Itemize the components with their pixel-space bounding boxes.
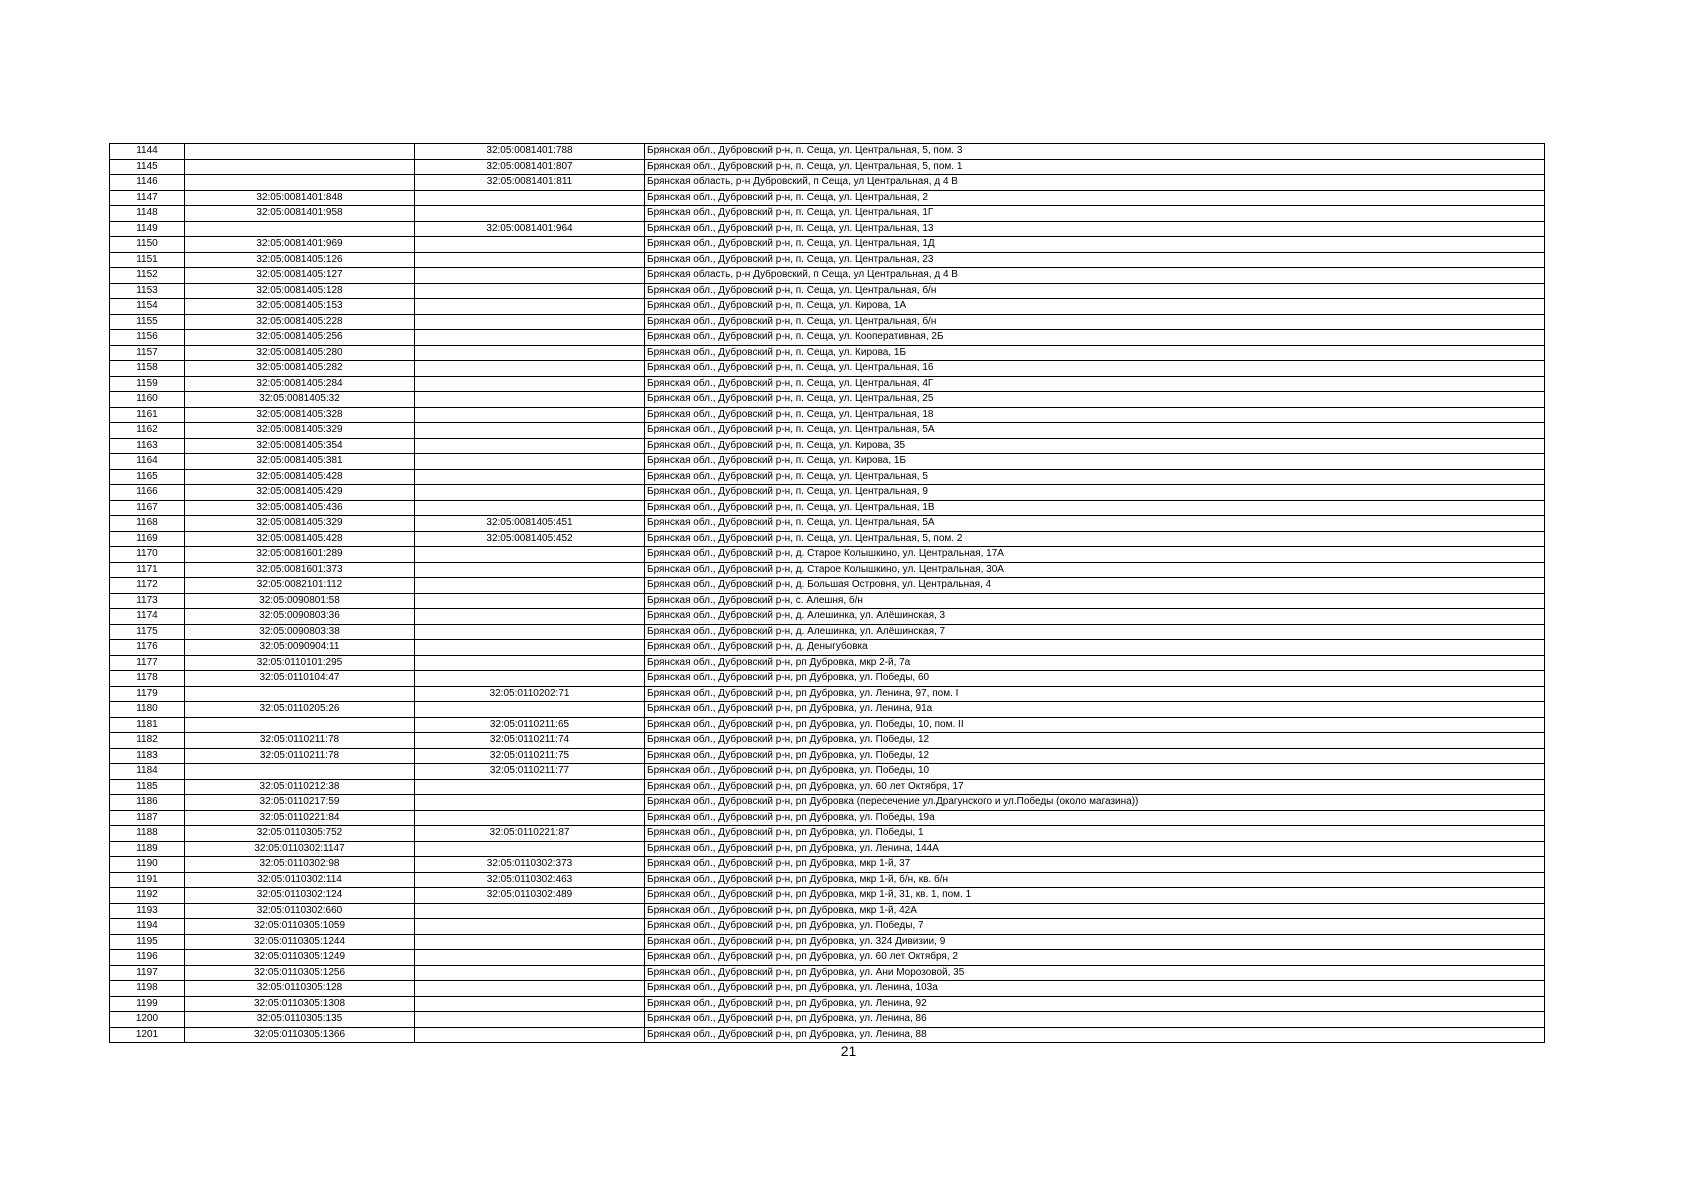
table-row: [110, 903, 1545, 919]
address-cell: Брянская обл., Дубровский р-н, п. Сеща, ул. Центральная, 1В: [645, 500, 1545, 516]
row-number-cell: 1179: [110, 686, 185, 702]
cadastral-number-cell: 32:05:0081405:428: [185, 469, 415, 485]
related-cadastral-number-cell: [415, 609, 645, 625]
row-number-cell: 1184: [110, 764, 185, 780]
row-number-cell: 1199: [110, 996, 185, 1012]
cadastral-number-cell: 32:05:0110101:295: [185, 655, 415, 671]
table-row: [110, 345, 1545, 361]
table-row: [110, 779, 1545, 795]
cadastral-number-cell: 32:05:0081401:969: [185, 237, 415, 253]
cadastral-number-cell: [185, 175, 415, 191]
table-row: [110, 965, 1545, 981]
row-number-cell: 1175: [110, 624, 185, 640]
row-number-cell: 1149: [110, 221, 185, 237]
cadastral-number-cell: 32:05:0082101:112: [185, 578, 415, 594]
related-cadastral-number-cell: 32:05:0110211:65: [415, 717, 645, 733]
address-cell: Брянская обл., Дубровский р-н, рп Дубровка, ул. Победы, 10, пом. II: [645, 717, 1545, 733]
row-number-cell: 1148: [110, 206, 185, 222]
property-table: [109, 143, 1545, 1043]
related-cadastral-number-cell: 32:05:0110211:77: [415, 764, 645, 780]
row-number-cell: 1183: [110, 748, 185, 764]
row-number-cell: 1154: [110, 299, 185, 315]
address-cell: Брянская обл., Дубровский р-н, п. Сеща, ул. Кирова, 1Б: [645, 345, 1545, 361]
cadastral-number-cell: 32:05:0090801:58: [185, 593, 415, 609]
related-cadastral-number-cell: [415, 268, 645, 284]
cadastral-number-cell: 32:05:0110302:98: [185, 857, 415, 873]
row-number-cell: 1160: [110, 392, 185, 408]
table-row: [110, 454, 1545, 470]
row-number-cell: 1146: [110, 175, 185, 191]
related-cadastral-number-cell: [415, 981, 645, 997]
row-number-cell: 1162: [110, 423, 185, 439]
row-number-cell: 1187: [110, 810, 185, 826]
related-cadastral-number-cell: 32:05:0110302:463: [415, 872, 645, 888]
table-row: [110, 268, 1545, 284]
address-cell: Брянская обл., Дубровский р-н, с. Алешня, б/н: [645, 593, 1545, 609]
row-number-cell: 1189: [110, 841, 185, 857]
row-number-cell: 1161: [110, 407, 185, 423]
row-number-cell: 1159: [110, 376, 185, 392]
cadastral-number-cell: 32:05:0090803:36: [185, 609, 415, 625]
row-number-cell: 1194: [110, 919, 185, 935]
table-row: [110, 423, 1545, 439]
related-cadastral-number-cell: [415, 1012, 645, 1028]
table-row: [110, 888, 1545, 904]
table-row: [110, 547, 1545, 563]
related-cadastral-number-cell: [415, 903, 645, 919]
table-row: [110, 500, 1545, 516]
row-number-cell: 1165: [110, 469, 185, 485]
cadastral-number-cell: [185, 717, 415, 733]
address-cell: Брянская обл., Дубровский р-н, п. Сеща, ул. Кирова, 35: [645, 438, 1545, 454]
related-cadastral-number-cell: 32:05:0081405:451: [415, 516, 645, 532]
address-cell: Брянская обл., Дубровский р-н, п. Сеща, ул. Центральная, 13: [645, 221, 1545, 237]
address-cell: Брянская обл., Дубровский р-н, п. Сеща, ул. Центральная, 1Д: [645, 237, 1545, 253]
row-number-cell: 1171: [110, 562, 185, 578]
cadastral-number-cell: 32:05:0110305:1249: [185, 950, 415, 966]
address-cell: Брянская обл., Дубровский р-н, рп Дубровка, ул. Ленина, 91а: [645, 702, 1545, 718]
related-cadastral-number-cell: [415, 376, 645, 392]
table-row: [110, 624, 1545, 640]
related-cadastral-number-cell: [415, 283, 645, 299]
address-cell: Брянская обл., Дубровский р-н, д. Алешинка, ул. Алёшинская, 7: [645, 624, 1545, 640]
table-row: [110, 190, 1545, 206]
table-row: [110, 981, 1545, 997]
related-cadastral-number-cell: 32:05:0110302:489: [415, 888, 645, 904]
address-cell: Брянская обл., Дубровский р-н, рп Дубровка, ул. Ленина, 88: [645, 1027, 1545, 1043]
row-number-cell: 1166: [110, 485, 185, 501]
cadastral-number-cell: 32:05:0110212:38: [185, 779, 415, 795]
related-cadastral-number-cell: 32:05:0110211:75: [415, 748, 645, 764]
address-cell: Брянская обл., Дубровский р-н, рп Дубровка, ул. Победы, 7: [645, 919, 1545, 935]
address-cell: Брянская обл., Дубровский р-н, рп Дубровка, ул. Ленина, 103а: [645, 981, 1545, 997]
address-cell: Брянская обл., Дубровский р-н, рп Дубровка, ул. Ани Морозовой, 35: [645, 965, 1545, 981]
cadastral-number-cell: 32:05:0081405:329: [185, 516, 415, 532]
related-cadastral-number-cell: [415, 593, 645, 609]
cadastral-number-cell: 32:05:0110305:128: [185, 981, 415, 997]
address-cell: Брянская обл., Дубровский р-н, п. Сеща, ул. Центральная, 18: [645, 407, 1545, 423]
cadastral-number-cell: 32:05:0110305:1256: [185, 965, 415, 981]
table-row: [110, 655, 1545, 671]
page-number: 21: [840, 1043, 857, 1059]
related-cadastral-number-cell: [415, 950, 645, 966]
address-cell: Брянская обл., Дубровский р-н, п. Сеща, ул. Кирова, 1Б: [645, 454, 1545, 470]
table-row: [110, 376, 1545, 392]
related-cadastral-number-cell: [415, 919, 645, 935]
table-row: [110, 934, 1545, 950]
row-number-cell: 1196: [110, 950, 185, 966]
related-cadastral-number-cell: [415, 562, 645, 578]
row-number-cell: 1193: [110, 903, 185, 919]
related-cadastral-number-cell: [415, 671, 645, 687]
table-row: [110, 686, 1545, 702]
row-number-cell: 1158: [110, 361, 185, 377]
row-number-cell: 1151: [110, 252, 185, 268]
row-number-cell: 1177: [110, 655, 185, 671]
related-cadastral-number-cell: 32:05:0110211:74: [415, 733, 645, 749]
address-cell: Брянская обл., Дубровский р-н, п. Сеща, ул. Центральная, 5А: [645, 516, 1545, 532]
address-cell: Брянская обл., Дубровский р-н, рп Дубровка, ул. Ленина, 92: [645, 996, 1545, 1012]
address-cell: Брянская обл., Дубровский р-н, п. Сеща, ул. Центральная, б/н: [645, 314, 1545, 330]
table-row: [110, 407, 1545, 423]
related-cadastral-number-cell: [415, 965, 645, 981]
row-number-cell: 1144: [110, 144, 185, 160]
table-row: [110, 950, 1545, 966]
cadastral-number-cell: 32:05:0110211:78: [185, 733, 415, 749]
cadastral-number-cell: 32:05:0110217:59: [185, 795, 415, 811]
address-cell: Брянская обл., Дубровский р-н, рп Дубровка (пересечение ул.Драгунского и ул.Победы (около магазина)): [645, 795, 1545, 811]
table-row: [110, 748, 1545, 764]
cadastral-number-cell: 32:05:0081601:373: [185, 562, 415, 578]
address-cell: Брянская обл., Дубровский р-н, рп Дубровка, ул. 60 лет Октября, 2: [645, 950, 1545, 966]
table-row: [110, 314, 1545, 330]
table-row: [110, 795, 1545, 811]
address-cell: Брянская обл., Дубровский р-н, п. Сеща, ул. Центральная, 25: [645, 392, 1545, 408]
row-number-cell: 1156: [110, 330, 185, 346]
cadastral-number-cell: 32:05:0110305:1366: [185, 1027, 415, 1043]
table-row: [110, 1012, 1545, 1028]
related-cadastral-number-cell: [415, 314, 645, 330]
cadastral-number-cell: 32:05:0110211:78: [185, 748, 415, 764]
cadastral-number-cell: 32:05:0081405:282: [185, 361, 415, 377]
row-number-cell: 1170: [110, 547, 185, 563]
address-cell: Брянская обл., Дубровский р-н, рп Дубровка, мкр 2-й, 7а: [645, 655, 1545, 671]
cadastral-number-cell: 32:05:0081405:284: [185, 376, 415, 392]
related-cadastral-number-cell: [415, 500, 645, 516]
address-cell: Брянская обл., Дубровский р-н, рп Дубровка, ул. 324 Дивизии, 9: [645, 934, 1545, 950]
row-number-cell: 1174: [110, 609, 185, 625]
address-cell: Брянская обл., Дубровский р-н, рп Дубровка, ул. Победы, 12: [645, 748, 1545, 764]
cadastral-number-cell: 32:05:0081401:848: [185, 190, 415, 206]
row-number-cell: 1157: [110, 345, 185, 361]
related-cadastral-number-cell: [415, 392, 645, 408]
related-cadastral-number-cell: [415, 624, 645, 640]
cadastral-number-cell: 32:05:0081405:127: [185, 268, 415, 284]
related-cadastral-number-cell: [415, 485, 645, 501]
cadastral-number-cell: 32:05:0081405:153: [185, 299, 415, 315]
address-cell: Брянская обл., Дубровский р-н, п. Сеща, ул. Центральная, 23: [645, 252, 1545, 268]
related-cadastral-number-cell: [415, 190, 645, 206]
cadastral-number-cell: 32:05:0081405:354: [185, 438, 415, 454]
cadastral-number-cell: 32:05:0110104:47: [185, 671, 415, 687]
address-cell: Брянская обл., Дубровский р-н, рп Дубровка, ул. Победы, 12: [645, 733, 1545, 749]
address-cell: Брянская обл., Дубровский р-н, рп Дубровка, ул. Победы, 60: [645, 671, 1545, 687]
row-number-cell: 1197: [110, 965, 185, 981]
row-number-cell: 1153: [110, 283, 185, 299]
address-cell: Брянская обл., Дубровский р-н, рп Дубровка, ул. Победы, 19а: [645, 810, 1545, 826]
cadastral-number-cell: 32:05:0081405:381: [185, 454, 415, 470]
address-cell: Брянская обл., Дубровский р-н, рп Дубровка, ул. Ленина, 144А: [645, 841, 1545, 857]
related-cadastral-number-cell: 32:05:0081401:788: [415, 144, 645, 160]
table-row: [110, 733, 1545, 749]
cadastral-number-cell: 32:05:0110302:124: [185, 888, 415, 904]
cadastral-number-cell: [185, 144, 415, 160]
table-row: [110, 919, 1545, 935]
related-cadastral-number-cell: 32:05:0081401:807: [415, 159, 645, 175]
row-number-cell: 1198: [110, 981, 185, 997]
row-number-cell: 1195: [110, 934, 185, 950]
table-row: [110, 469, 1545, 485]
related-cadastral-number-cell: 32:05:0110302:373: [415, 857, 645, 873]
cadastral-number-cell: 32:05:0110221:84: [185, 810, 415, 826]
table-row: [110, 593, 1545, 609]
cadastral-number-cell: [185, 686, 415, 702]
table-row: [110, 1027, 1545, 1043]
table-row: [110, 996, 1545, 1012]
address-cell: Брянская обл., Дубровский р-н, рп Дубровка, мкр 1-й, 31, кв. 1, пом. 1: [645, 888, 1545, 904]
table-row: [110, 485, 1545, 501]
cadastral-number-cell: 32:05:0081405:429: [185, 485, 415, 501]
table-row: [110, 516, 1545, 532]
table-row: [110, 810, 1545, 826]
table-row: [110, 841, 1545, 857]
related-cadastral-number-cell: [415, 345, 645, 361]
related-cadastral-number-cell: 32:05:0110221:87: [415, 826, 645, 842]
row-number-cell: 1200: [110, 1012, 185, 1028]
cadastral-number-cell: 32:05:0081601:289: [185, 547, 415, 563]
address-cell: Брянская обл., Дубровский р-н, рп Дубровка, мкр 1-й, 37: [645, 857, 1545, 873]
table-row: [110, 361, 1545, 377]
cadastral-number-cell: 32:05:0081405:329: [185, 423, 415, 439]
address-cell: Брянская обл., Дубровский р-н, рп Дубровка, ул. Победы, 1: [645, 826, 1545, 842]
related-cadastral-number-cell: [415, 702, 645, 718]
related-cadastral-number-cell: [415, 423, 645, 439]
related-cadastral-number-cell: [415, 252, 645, 268]
related-cadastral-number-cell: [415, 469, 645, 485]
related-cadastral-number-cell: 32:05:0110202:71: [415, 686, 645, 702]
address-cell: Брянская обл., Дубровский р-н, п. Сеща, ул. Кирова, 1А: [645, 299, 1545, 315]
address-cell: Брянская обл., Дубровский р-н, п. Сеща, ул. Центральная, 16: [645, 361, 1545, 377]
address-cell: Брянская обл., Дубровский р-н, рп Дубровка, ул. 60 лет Октября, 17: [645, 779, 1545, 795]
row-number-cell: 1176: [110, 640, 185, 656]
table-row: [110, 144, 1545, 160]
table-row: [110, 283, 1545, 299]
cadastral-number-cell: 32:05:0110305:752: [185, 826, 415, 842]
related-cadastral-number-cell: [415, 361, 645, 377]
table-row: [110, 531, 1545, 547]
address-cell: Брянская обл., Дубровский р-н, д. Деныгубовка: [645, 640, 1545, 656]
address-cell: Брянская обл., Дубровский р-н, п. Сеща, ул. Центральная, 5, пом. 2: [645, 531, 1545, 547]
row-number-cell: 1168: [110, 516, 185, 532]
address-cell: Брянская обл., Дубровский р-н, п. Сеща, ул. Центральная, 5, пом. 1: [645, 159, 1545, 175]
address-cell: Брянская обл., Дубровский р-н, рп Дубровка, ул. Ленина, 86: [645, 1012, 1545, 1028]
row-number-cell: 1155: [110, 314, 185, 330]
table-row: [110, 562, 1545, 578]
related-cadastral-number-cell: [415, 330, 645, 346]
address-cell: Брянская обл., Дубровский р-н, п. Сеща, ул. Кооперативная, 2Б: [645, 330, 1545, 346]
related-cadastral-number-cell: [415, 438, 645, 454]
table-row: [110, 578, 1545, 594]
row-number-cell: 1190: [110, 857, 185, 873]
related-cadastral-number-cell: [415, 779, 645, 795]
row-number-cell: 1182: [110, 733, 185, 749]
table-row: [110, 764, 1545, 780]
row-number-cell: 1185: [110, 779, 185, 795]
address-cell: Брянская область, р-н Дубровский, п Сеща, ул Центральная, д 4 В: [645, 268, 1545, 284]
row-number-cell: 1172: [110, 578, 185, 594]
cadastral-number-cell: 32:05:0081405:256: [185, 330, 415, 346]
address-cell: Брянская обл., Дубровский р-н, п. Сеща, ул. Центральная, 5, пом. 3: [645, 144, 1545, 160]
address-cell: Брянская обл., Дубровский р-н, п. Сеща, ул. Центральная, 5А: [645, 423, 1545, 439]
table-row: [110, 221, 1545, 237]
row-number-cell: 1201: [110, 1027, 185, 1043]
address-cell: Брянская обл., Дубровский р-н, п. Сеща, ул. Центральная, 2: [645, 190, 1545, 206]
row-number-cell: 1178: [110, 671, 185, 687]
address-cell: Брянская обл., Дубровский р-н, д. Старое Колышкино, ул. Центральная, 17А: [645, 547, 1545, 563]
address-cell: Брянская обл., Дубровский р-н, п. Сеща, ул. Центральная, 5: [645, 469, 1545, 485]
row-number-cell: 1181: [110, 717, 185, 733]
cadastral-number-cell: 32:05:0081405:428: [185, 531, 415, 547]
cadastral-number-cell: [185, 159, 415, 175]
address-cell: Брянская обл., Дубровский р-н, рп Дубровка, мкр 1-й, б/н, кв. б/н: [645, 872, 1545, 888]
table-row: [110, 330, 1545, 346]
table-row: [110, 392, 1545, 408]
related-cadastral-number-cell: [415, 454, 645, 470]
related-cadastral-number-cell: [415, 996, 645, 1012]
cadastral-number-cell: 32:05:0110205:26: [185, 702, 415, 718]
row-number-cell: 1188: [110, 826, 185, 842]
related-cadastral-number-cell: [415, 640, 645, 656]
related-cadastral-number-cell: 32:05:0081401:811: [415, 175, 645, 191]
table-row: [110, 671, 1545, 687]
related-cadastral-number-cell: [415, 934, 645, 950]
table-row: [110, 872, 1545, 888]
related-cadastral-number-cell: [415, 547, 645, 563]
related-cadastral-number-cell: [415, 299, 645, 315]
cadastral-number-cell: [185, 221, 415, 237]
related-cadastral-number-cell: [415, 810, 645, 826]
cadastral-number-cell: 32:05:0081405:228: [185, 314, 415, 330]
address-cell: Брянская обл., Дубровский р-н, д. Старое Колышкино, ул. Центральная, 30А: [645, 562, 1545, 578]
table-row: [110, 826, 1545, 842]
cadastral-number-cell: 32:05:0081405:32: [185, 392, 415, 408]
related-cadastral-number-cell: [415, 795, 645, 811]
cadastral-number-cell: [185, 764, 415, 780]
cadastral-number-cell: 32:05:0090803:38: [185, 624, 415, 640]
address-cell: Брянская область, р-н Дубровский, п Сеща, ул Центральная, д 4 В: [645, 175, 1545, 191]
related-cadastral-number-cell: [415, 655, 645, 671]
row-number-cell: 1186: [110, 795, 185, 811]
related-cadastral-number-cell: [415, 841, 645, 857]
address-cell: Брянская обл., Дубровский р-н, п. Сеща, ул. Центральная, 9: [645, 485, 1545, 501]
row-number-cell: 1167: [110, 500, 185, 516]
cadastral-number-cell: 32:05:0081405:128: [185, 283, 415, 299]
table-row: [110, 175, 1545, 191]
related-cadastral-number-cell: [415, 1027, 645, 1043]
table-row: [110, 702, 1545, 718]
cadastral-number-cell: 32:05:0110305:1059: [185, 919, 415, 935]
cadastral-number-cell: 32:05:0110302:1147: [185, 841, 415, 857]
related-cadastral-number-cell: 32:05:0081401:964: [415, 221, 645, 237]
row-number-cell: 1150: [110, 237, 185, 253]
table-row: [110, 159, 1545, 175]
address-cell: Брянская обл., Дубровский р-н, д. Большая Островня, ул. Центральная, 4: [645, 578, 1545, 594]
row-number-cell: 1163: [110, 438, 185, 454]
row-number-cell: 1152: [110, 268, 185, 284]
cadastral-number-cell: 32:05:0110305:1244: [185, 934, 415, 950]
row-number-cell: 1192: [110, 888, 185, 904]
address-cell: Брянская обл., Дубровский р-н, п. Сеща, ул. Центральная, б/н: [645, 283, 1545, 299]
related-cadastral-number-cell: 32:05:0081405:452: [415, 531, 645, 547]
cadastral-number-cell: 32:05:0081401:958: [185, 206, 415, 222]
table-row: [110, 857, 1545, 873]
row-number-cell: 1180: [110, 702, 185, 718]
table-row: [110, 717, 1545, 733]
address-cell: Брянская обл., Дубровский р-н, д. Алешинка, ул. Алёшинская, 3: [645, 609, 1545, 625]
related-cadastral-number-cell: [415, 578, 645, 594]
row-number-cell: 1147: [110, 190, 185, 206]
table-row: [110, 299, 1545, 315]
address-cell: Брянская обл., Дубровский р-н, рп Дубровка, ул. Ленина, 97, пом. I: [645, 686, 1545, 702]
cadastral-number-cell: 32:05:0081405:126: [185, 252, 415, 268]
table-row: [110, 252, 1545, 268]
address-cell: Брянская обл., Дубровский р-н, п. Сеща, ул. Центральная, 4Г: [645, 376, 1545, 392]
related-cadastral-number-cell: [415, 237, 645, 253]
row-number-cell: 1145: [110, 159, 185, 175]
row-number-cell: 1173: [110, 593, 185, 609]
cadastral-number-cell: 32:05:0081405:328: [185, 407, 415, 423]
table-row: [110, 609, 1545, 625]
row-number-cell: 1169: [110, 531, 185, 547]
address-cell: Брянская обл., Дубровский р-н, рп Дубровка, ул. Победы, 10: [645, 764, 1545, 780]
cadastral-number-cell: 32:05:0081405:280: [185, 345, 415, 361]
cadastral-number-cell: 32:05:0110302:660: [185, 903, 415, 919]
related-cadastral-number-cell: [415, 206, 645, 222]
address-cell: Брянская обл., Дубровский р-н, рп Дубровка, мкр 1-й, 42А: [645, 903, 1545, 919]
cadastral-number-cell: 32:05:0110302:114: [185, 872, 415, 888]
cadastral-number-cell: 32:05:0110305:135: [185, 1012, 415, 1028]
related-cadastral-number-cell: [415, 407, 645, 423]
table-row: [110, 438, 1545, 454]
property-table-body: [110, 144, 1545, 1043]
table-row: [110, 206, 1545, 222]
table-row: [110, 237, 1545, 253]
cadastral-number-cell: 32:05:0110305:1308: [185, 996, 415, 1012]
row-number-cell: 1191: [110, 872, 185, 888]
table-row: [110, 640, 1545, 656]
cadastral-number-cell: 32:05:0081405:436: [185, 500, 415, 516]
row-number-cell: 1164: [110, 454, 185, 470]
cadastral-number-cell: 32:05:0090904:11: [185, 640, 415, 656]
address-cell: Брянская обл., Дубровский р-н, п. Сеща, ул. Центральная, 1Г: [645, 206, 1545, 222]
